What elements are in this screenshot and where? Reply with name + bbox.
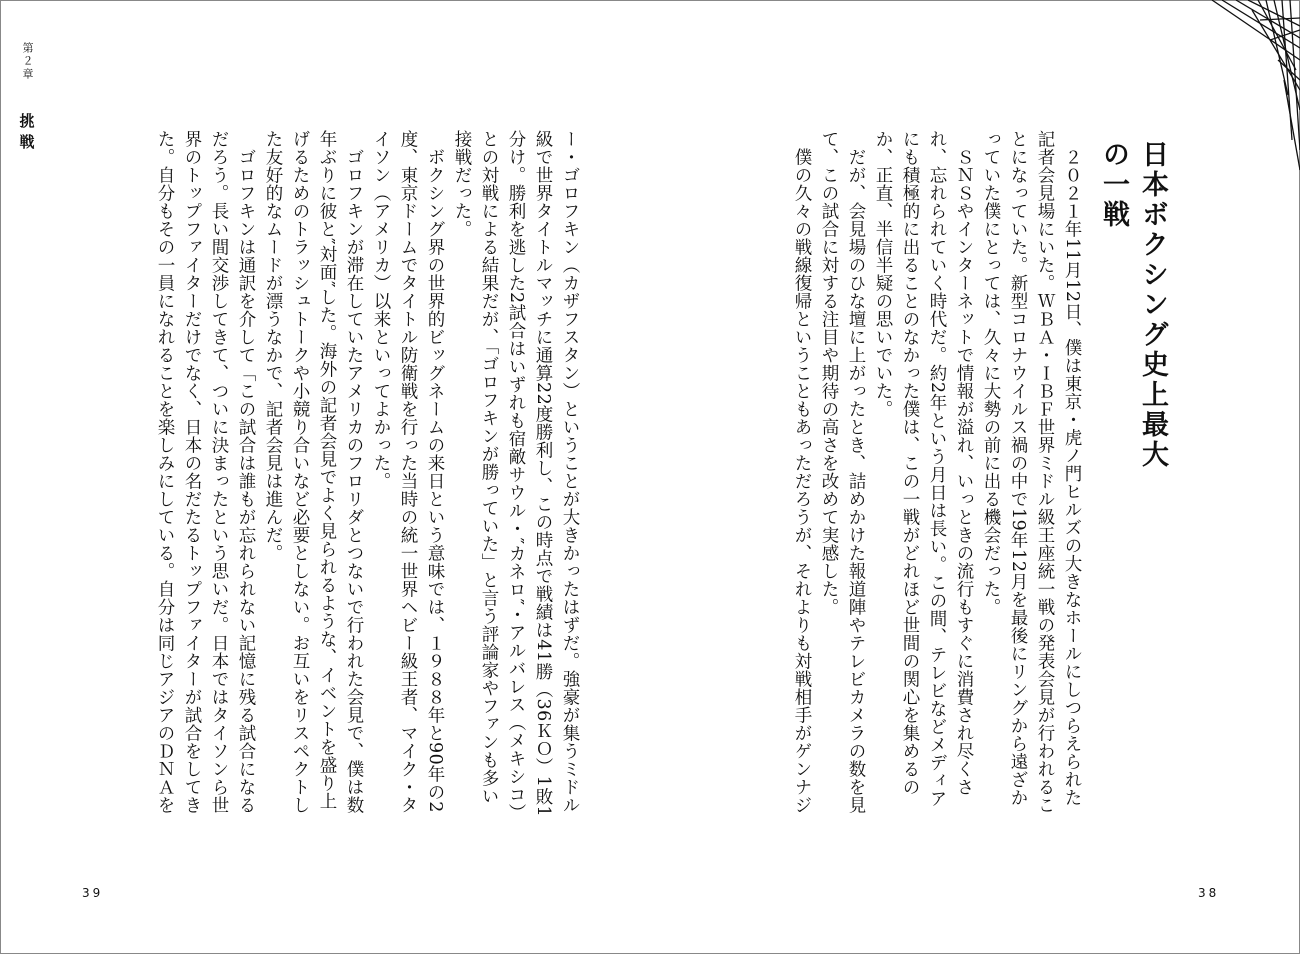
section-title: 日本ボクシング史上最大の一戦 <box>1098 140 1168 470</box>
chapter-heading <box>14 42 40 155</box>
paragraph: ゴロフキンが滞在していたアメリカのフロリダとつないで行われた会見で、僕は数年ぶりに彼と″対面″した。海外の記者会見でよく見られるような、イベントを盛り上げるためのトラッシュトークや小競り合いなど必要としない。お互いをリスペクトした友好的なムードが漂うなかで、記者会見は進んだ。 <box>263 130 364 814</box>
paragraph: ＳＮＳやインターネットで情報が溢れ、いっときの流行もすぐに消費され尽くされ、忘れられていく時代だ。約2年という月日は長い。この間、テレビなどメディアにも積極的に出ることのなかった僕は、この一戦がどれほど世間の関心を集めるのか、正直、半信半疑の思いでいた。 <box>873 130 974 808</box>
decorative-brush-lines <box>1200 0 1300 180</box>
paragraph: 僕の久々の戦線復帰ということもあっただろうが、それよりも対戦相手がゲンナジ <box>792 147 812 814</box>
left-page-body <box>78 130 583 820</box>
paragraph: ボクシング界の世界的ビッグネームの来日という意味では、１９８８年と90年の2度、東京ドームでタイトル防衛戦を行った当時の統一世界ヘビー級王者、マイク・タイソン（アメリカ）以来といってよかった。 <box>371 130 445 814</box>
paragraph: だが、会見場のひな壇に上がったとき、詰めかけた報道陣やテレビカメラの数を見て、この試合に対する注目や期待の高さを改めて実感した。 <box>819 130 866 814</box>
chapter-number: 第２章 <box>21 42 34 81</box>
chapter-title: 挑戦 <box>17 113 36 155</box>
left-page-number: 39 <box>82 886 104 900</box>
paragraph: ー・ゴロフキン（カザフスタン）ということが大きかったはずだ。強豪が集うミドル級で世界タイトルマッチに通算22度勝利し、この時点で戦績は41勝（36ＫＯ）1敗1分け。勝利を逃した2試合はいずれも宿敵サウル・″カネロ″・アルバレス（メキシコ）との対戦による結果だが、「ゴロフキンが勝っていた」と言う評論家やファンも多い接戦だった。 <box>452 130 580 818</box>
right-page-number: 38 <box>1198 886 1220 900</box>
right-page-body <box>740 130 1085 820</box>
paragraph: ゴロフキンは通訳を介して「この試合は誰もが忘れられない記憶に残る試合になるだろう。長い間交渉してきて、ついに決まったという思いだ。日本ではタイソンら世界のトップファイターだけでなく、日本の名だたるトップファイターが試合をしてきた。自分もその一員になれることを楽しみにしている。自分は同じアジアのＤＮＡを <box>155 130 256 814</box>
paragraph: ２０２１年11月12日、僕は東京・虎ノ門ヒルズの大きなホールにしつらえられた記者会見場にいた。ＷＢＡ・ＩＢＦ世界ミドル級王座統一戦の発表会見が行われることになっていた。新型コロナウイルス禍の中で19年12月を最後にリングから遠ざかっていた僕にとっては、久々に大勢の前に出る機会だった。 <box>981 130 1082 814</box>
